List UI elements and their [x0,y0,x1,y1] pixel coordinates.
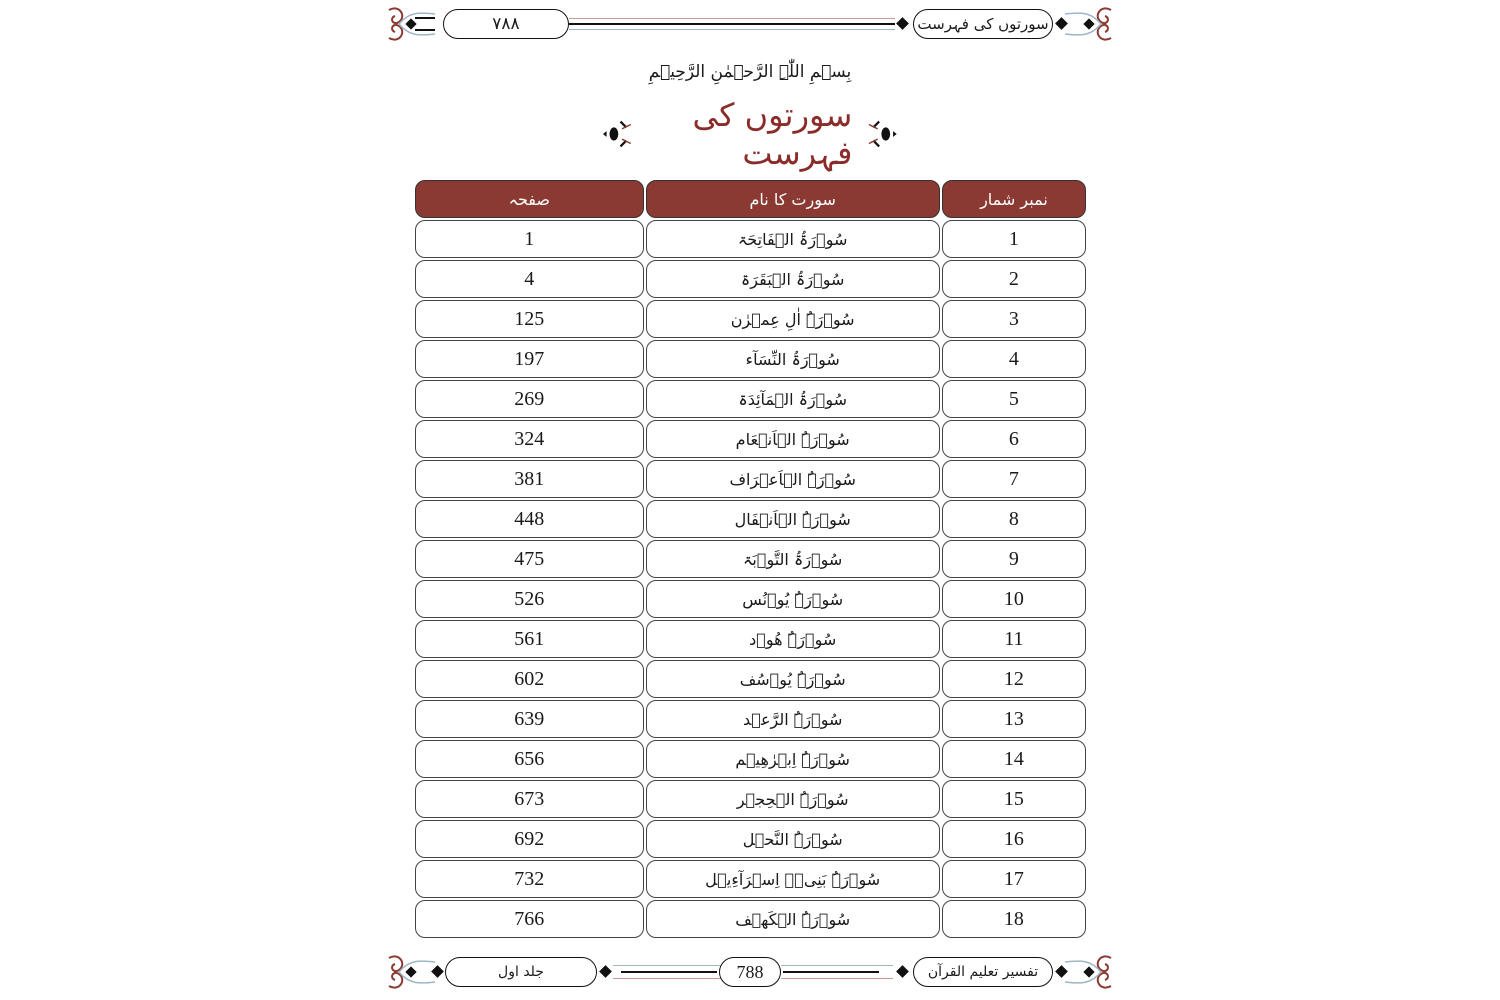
bismillah: بِسۡمِ اللّٰہِ الرَّحۡمٰنِ الرَّحِیۡمِ [648,62,852,82]
footer-band [385,950,1115,994]
page-cell: 673 [415,780,644,818]
table-row [415,300,1086,338]
serial-cell: 9 [942,540,1086,578]
page-cell: 448 [415,500,644,538]
surah-name-cell: سُوۡرَۃُ الرَّعۡد [646,700,940,738]
table-row [415,900,1086,938]
floral-ornament-icon [1063,2,1115,46]
serial-cell: 17 [942,860,1086,898]
footer-rule-thin [781,978,893,979]
surah-name-cell: سُوۡرَۃُ الۡفَاتِحَۃ [646,220,940,258]
serial-cell: 15 [942,780,1086,818]
surah-name-cell: سُوۡرَۃُ الۡکَهۡف [646,900,940,938]
page-cell: 692 [415,820,644,858]
surah-name-cell: سُوۡرَۃُ الۡبَقَرَۃ [646,260,940,298]
table-row [415,740,1086,778]
serial-cell: 3 [942,300,1086,338]
footer-rule [783,971,879,973]
table-row [415,500,1086,538]
serial-cell: 1 [942,220,1086,258]
table-row [415,660,1086,698]
header-page-number: ۷۸۸ [443,9,569,39]
table-row [415,700,1086,738]
surah-name-cell: سُوۡرَۃُ النِّسَآء [646,340,940,378]
column-header-page: صفحہ [415,180,644,218]
column-header-surah-name: سورت کا نام [646,180,940,218]
table-row [415,540,1086,578]
page-cell: 381 [415,460,644,498]
surah-name-cell: سُوۡرَۃُ یُوۡنُس [646,580,940,618]
serial-cell: 10 [942,580,1086,618]
floral-ornament-icon [385,950,437,994]
diamond-icon [896,17,909,30]
table-row [415,580,1086,618]
surah-name-cell: سُوۡرَۃُ النَّحۡل [646,820,940,858]
column-header-serial: نمبر شمار [942,180,1086,218]
page-cell: 526 [415,580,644,618]
serial-cell: 2 [942,260,1086,298]
diamond-icon [599,965,612,978]
title-ornament-right-icon [866,111,900,157]
header-section-title: سورتوں کی فہرست [913,9,1053,39]
serial-cell: 12 [942,660,1086,698]
footer-book-title: تفسیر تعلیم القرآن [913,957,1053,987]
page-cell: 475 [415,540,644,578]
floral-ornament-icon [385,2,437,46]
table-row [415,460,1086,498]
footer-volume: جلد اول [445,957,597,987]
table-row [415,220,1086,258]
footer-rule [621,971,717,973]
table-row [415,260,1086,298]
serial-cell: 5 [942,380,1086,418]
table-row [415,820,1086,858]
surah-index-table [413,178,1088,940]
page-title: سورتوں کی فہرست [692,96,853,172]
surah-name-cell: سُوۡرَۃُ الۡحِجۡر [646,780,940,818]
surah-name-cell: سُوۡرَۃُ اِبۡرٰھِیۡم [646,740,940,778]
page-cell: 561 [415,620,644,658]
footer-rule-thin [781,965,893,966]
footer-rule-thin [613,978,723,979]
page-cell: 1 [415,220,644,258]
header-rule-thin [569,18,895,19]
surah-name-cell: سُوۡرَۃُ اٰلِ عِمۡرٰن [646,300,940,338]
table-header-row [415,180,1086,218]
serial-cell: 7 [942,460,1086,498]
surah-name-cell: سُوۡرَۃُ یُوۡسُف [646,660,940,698]
page-cell: 602 [415,660,644,698]
page-cell: 732 [415,860,644,898]
page-cell: 269 [415,380,644,418]
page-cell: 197 [415,340,644,378]
serial-cell: 11 [942,620,1086,658]
serial-cell: 4 [942,340,1086,378]
serial-cell: 6 [942,420,1086,458]
footer-page-number: 788 [719,957,781,987]
serial-cell: 8 [942,500,1086,538]
table-row [415,860,1086,898]
header-rule [569,23,895,25]
page-cell: 125 [415,300,644,338]
floral-ornament-icon [1063,950,1115,994]
serial-cell: 16 [942,820,1086,858]
table-row [415,420,1086,458]
table-row [415,780,1086,818]
serial-cell: 13 [942,700,1086,738]
page-cell: 324 [415,420,644,458]
surah-name-cell: سُوۡرَۃُ الۡمَآئِدَۃ [646,380,940,418]
surah-name-cell: سُوۡرَۃُ بَنِیۡۤ اِسۡرَآءِیۡل [646,860,940,898]
surah-name-cell: سُوۡرَۃُ ھُوۡد [646,620,940,658]
table-row [415,340,1086,378]
table-row [415,380,1086,418]
page-cell: 639 [415,700,644,738]
title-ornament-left-icon [600,111,634,157]
header-band [385,2,1115,46]
serial-cell: 18 [942,900,1086,938]
surah-name-cell: سُوۡرَۃُ الۡاَنۡعَام [646,420,940,458]
header-rule-thin [569,29,895,30]
surah-name-cell: سُوۡرَۃُ التَّوۡبَۃ [646,540,940,578]
page-title-block [600,96,900,172]
diamond-icon [896,965,909,978]
page-cell: 4 [415,260,644,298]
page-cell: 766 [415,900,644,938]
surah-name-cell: سُوۡرَۃُ الۡاَنۡفَال [646,500,940,538]
footer-rule-thin [613,965,723,966]
surah-name-cell: سُوۡرَۃُ الۡاَعۡرَاف [646,460,940,498]
page-cell: 656 [415,740,644,778]
table-row [415,620,1086,658]
serial-cell: 14 [942,740,1086,778]
